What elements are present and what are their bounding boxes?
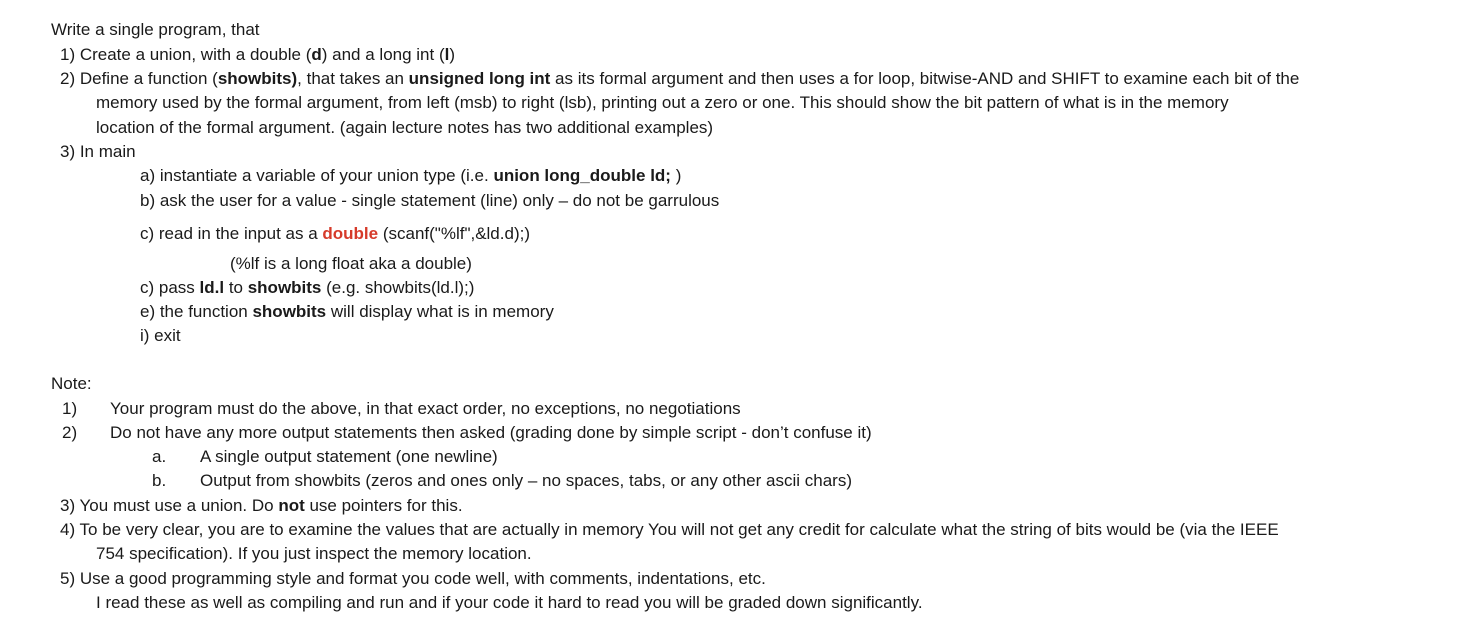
step-3e-text-c: will display what is in memory <box>326 302 554 321</box>
step-1-line <box>60 44 455 66</box>
step-3c-double-keyword: double <box>322 224 379 243</box>
step-3d-text-a: c) pass <box>140 278 200 297</box>
note-4-line-2: 754 specification). If you just inspect the memory location. <box>96 544 532 563</box>
step-1-double-field: d <box>311 45 322 64</box>
note-3-line <box>60 495 463 517</box>
note-heading: Note: <box>51 374 92 393</box>
note-2b-marker: b. <box>152 471 167 490</box>
step-2-line <box>60 68 1299 90</box>
step-1-long-field: l <box>444 45 450 64</box>
step-3d-ld-l: ld.l <box>199 278 225 297</box>
step-2-showbits-name: showbits) <box>217 69 298 88</box>
step-3-heading: 3) In main <box>60 142 136 161</box>
step-3a-declaration: union long_double ld; <box>493 166 676 185</box>
note-2a-text: A single output statement (one newline) <box>200 447 498 466</box>
note-3-text-c: use pointers for this. <box>304 496 463 515</box>
step-2-text-e: as its formal argument and then uses a for loop, bitwise-AND and SHIFT to examine each bit of the <box>550 69 1300 88</box>
note-1-marker: 1) <box>62 399 78 418</box>
note-2b-line <box>152 470 852 492</box>
note-4-line: 4) To be very clear, you are to examine the values that are actually in memory You will not get any credit for calculate what the string of bits would be (via the IEEE <box>60 520 1279 539</box>
note-2-text: Do not have any more output statements then asked (grading done by simple script - don’t confuse it) <box>110 423 872 442</box>
step-2-line-3: location of the formal argument. (again lecture notes has two additional examples) <box>96 118 714 137</box>
step-1-text-c: ) and a long int ( <box>321 45 445 64</box>
note-2a-marker: a. <box>152 447 167 466</box>
step-3d-text-e: (e.g. showbits(ld.l);) <box>321 278 475 297</box>
step-3c-line <box>140 223 530 245</box>
note-2-marker: 2) <box>62 423 78 442</box>
step-3e-showbits: showbits <box>252 302 327 321</box>
step-3e-text-a: e) the function <box>140 302 253 321</box>
step-2-line-2: memory used by the formal argument, from left (msb) to right (lsb), printing out a zero or one. This should show the bit pattern of what is in the memory <box>96 93 1229 112</box>
note-1-line <box>62 398 741 420</box>
note-3-text-a: 3) You must use a union. Do <box>60 496 279 515</box>
step-3c-text-c: (scanf("%lf",&ld.d);) <box>378 224 530 243</box>
note-3-not: not <box>278 496 305 515</box>
note-2-line <box>62 422 872 444</box>
step-3d-text-c: to <box>224 278 248 297</box>
step-3a-line <box>140 165 681 187</box>
step-3b-line: b) ask the user for a value - single statement (line) only – do not be garrulous <box>140 191 720 210</box>
note-2a-line <box>152 446 498 468</box>
note-5-line: 5) Use a good programming style and format you code well, with comments, indentations, etc. <box>60 569 766 588</box>
step-2-text-c: , that takes an <box>297 69 409 88</box>
step-3c-text-a: c) read in the input as a <box>140 224 323 243</box>
step-1-text-e: ) <box>449 45 456 64</box>
step-3e-line <box>140 301 554 323</box>
intro-line: Write a single program, that <box>51 20 260 39</box>
step-3c-note: (%lf is a long float aka a double) <box>230 254 472 273</box>
step-2-text-a: 2) Define a function ( <box>60 69 218 88</box>
step-3d-showbits: showbits <box>247 278 322 297</box>
step-3a-text-c: ) <box>675 166 682 185</box>
note-1-text: Your program must do the above, in that exact order, no exceptions, no negotiations <box>110 399 741 418</box>
step-1-text-a: 1) Create a union, with a double ( <box>60 45 312 64</box>
note-5-line-2: I read these as well as compiling and run and if your code it hard to read you will be graded down significantly. <box>96 593 923 612</box>
step-3d-line <box>140 277 474 299</box>
step-2-arg-type: unsigned long int <box>408 69 551 88</box>
step-3a-text-a: a) instantiate a variable of your union type (i.e. <box>140 166 494 185</box>
note-2b-text: Output from showbits (zeros and ones only – no spaces, tabs, or any other ascii chars) <box>200 471 852 490</box>
step-3i-line: i) exit <box>140 326 181 345</box>
